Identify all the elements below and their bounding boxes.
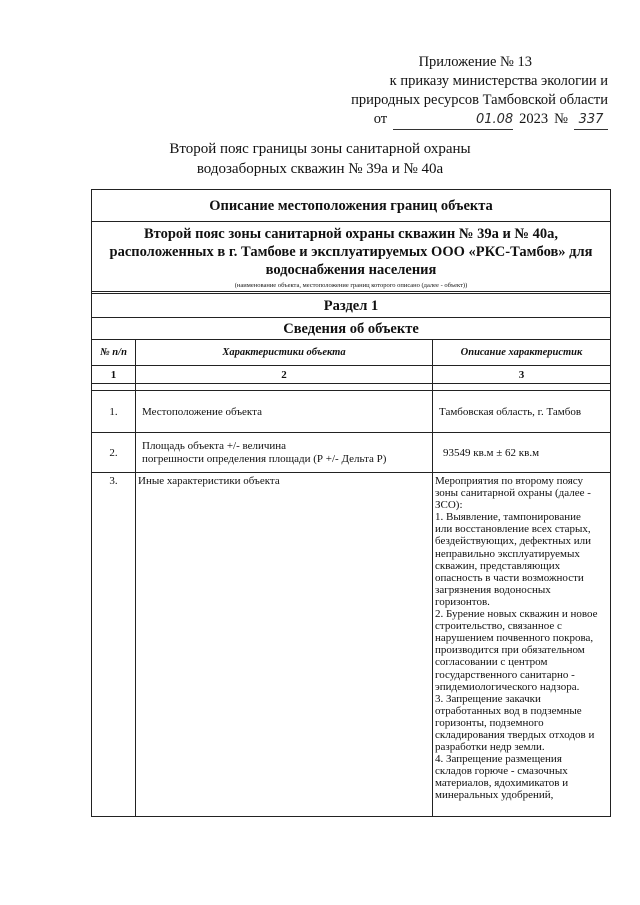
measure-line: отработанных вод в подземные <box>435 704 582 717</box>
row-2-characteristic <box>136 433 433 472</box>
handwritten-date: 01.08 <box>475 112 514 127</box>
appendix-header <box>308 53 608 130</box>
document-title-line-2: водозаборных скважин № 39а и № 40а <box>196 161 444 177</box>
row-1-description: Тамбовская область, г. Тамбов <box>439 405 582 418</box>
measure-line: загрязнения водоносных <box>435 583 551 596</box>
object-name-note: (наименование объекта, местоположение границ которого описано (далее - объект)) <box>234 282 468 289</box>
date-field <box>393 110 513 130</box>
column-index-1: 1 <box>92 366 136 383</box>
row-1-num: 1. <box>92 391 136 432</box>
measure-line: или восстановление всех старых, <box>435 523 591 536</box>
table-row <box>92 433 610 473</box>
row-3-characteristic: Иные характеристики объекта <box>136 473 433 816</box>
table-row <box>92 473 610 816</box>
row-2-characteristic-line-2: погрешности определения площади (Р +/- Дельта Р) <box>142 452 387 465</box>
year: 2023 <box>519 111 549 127</box>
column-index-3: 3 <box>518 368 525 381</box>
measure-line: строительство, связанное с <box>435 620 562 633</box>
appendix-line-3: природных ресурсов Тамбовской области <box>351 92 608 108</box>
measure-line: государственного санитарно - <box>435 668 575 681</box>
appendix-line-2: к приказу министерства экологии и <box>389 73 608 89</box>
measure-line: нарушением почвенного покрова, <box>435 632 594 645</box>
appendix-line-1: Приложение № 13 <box>418 54 532 70</box>
header-description: Описание характеристик <box>460 347 583 358</box>
gap-cell-3 <box>433 384 610 390</box>
column-index-2: 2 <box>136 366 433 383</box>
measure-line: зоны санитарной охраны (далее - <box>435 487 591 500</box>
appendix-date-line <box>308 110 608 130</box>
row-3-num: 3. <box>92 473 136 816</box>
measure-line: складирования твердых отходов и <box>435 728 595 741</box>
gap-cell-1 <box>92 384 136 390</box>
object-boundaries-table <box>91 189 611 817</box>
measure-line: 2. Бурение новых скважин и новое <box>435 608 598 621</box>
table-header-row <box>92 340 610 366</box>
measure-line: неправильно эксплуатируемых <box>435 547 580 560</box>
gap-cell-2 <box>136 384 433 390</box>
measure-line: разработки недр земли. <box>435 741 545 754</box>
document-title-line-1: Второй пояс границы зоны санитарной охраны <box>169 141 471 157</box>
table-caption: Описание местоположения границ объекта <box>92 190 610 222</box>
number-prefix: № <box>554 111 568 127</box>
object-name-block <box>92 222 610 292</box>
measure-line: опасность в части возможности <box>435 571 584 584</box>
measure-line: производится при обязательном <box>435 644 585 657</box>
row-2-characteristic-line-1: Площадь объекта +/- величина <box>142 439 287 452</box>
object-name: Второй пояс зоны санитарной охраны скважин № 39а и № 40а, расположенных в г. Тамбове и эксплуатируемых ООО «РКС-Тамбов» для водоснабжения населения <box>109 226 593 278</box>
measure-line: ЗСО): <box>435 499 463 512</box>
header-characteristics: Характеристики объекта <box>136 340 433 365</box>
measure-line: складов горюче - смазочных <box>435 765 568 778</box>
section-heading: Раздел 1 <box>92 294 610 318</box>
column-index-row <box>92 366 610 384</box>
measures-list <box>435 475 606 802</box>
row-1-characteristic: Местоположение объекта <box>136 391 433 432</box>
row-2-description: 93549 кв.м ± 62 кв.м <box>443 446 540 459</box>
measure-line: Мероприятия по второму поясу <box>435 475 584 487</box>
handwritten-number: 337 <box>578 112 604 127</box>
measure-line: бездействующих, дефектных или <box>435 535 591 548</box>
date-prefix: от <box>373 111 388 127</box>
measure-line: 3. Запрещение закачки <box>435 692 541 705</box>
number-field <box>574 110 608 130</box>
measure-line: горизонтов. <box>435 595 490 608</box>
measure-line: 4. Запрещение размещения <box>435 753 562 766</box>
measure-line: эпидемиологического надзора. <box>435 680 580 693</box>
row-3-description <box>433 473 610 816</box>
measure-line: минеральных удобрений, <box>435 789 554 802</box>
measure-line: 1. Выявление, тампонирование <box>435 511 581 524</box>
document-title <box>0 139 640 179</box>
table-gap-row <box>92 384 610 391</box>
measure-line: согласовании с центром <box>435 656 548 669</box>
table-row <box>92 391 610 433</box>
measure-line: горизонты, подземного <box>435 716 544 729</box>
measure-line: скважин, представляющих <box>435 559 561 572</box>
header-num: № п/п <box>92 340 136 365</box>
section-title: Сведения об объекте <box>92 318 610 340</box>
measure-line: материалов, ядохимикатов и <box>435 777 569 790</box>
row-2-num: 2. <box>92 433 136 472</box>
